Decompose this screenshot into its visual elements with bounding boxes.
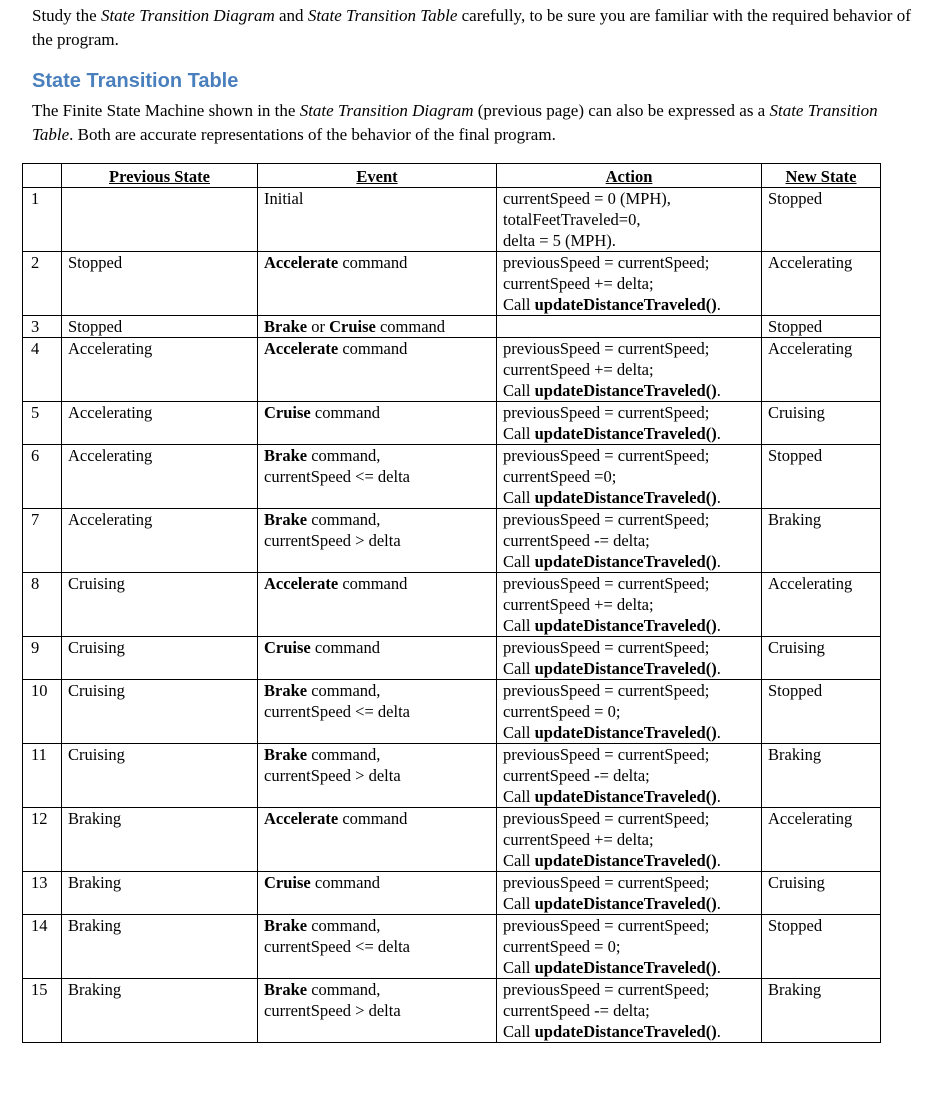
bold-text: Cruise [264, 638, 311, 657]
text-segment: command, [307, 745, 381, 764]
text-segment: command [310, 403, 380, 422]
text-segment: previousSpeed = currentSpeed; [503, 980, 710, 999]
text-segment: previousSpeed = currentSpeed; [503, 253, 710, 272]
table-header-row [23, 164, 881, 188]
text-segment: command [338, 574, 408, 593]
action-cell [497, 188, 762, 252]
text-segment: currentSpeed <= delta [264, 937, 410, 956]
action-cell-line [503, 915, 755, 936]
action-cell-line [503, 509, 755, 530]
text-segment: . [716, 723, 721, 742]
previous-state-cell: Accelerating [62, 402, 258, 445]
event-cell-line [264, 316, 490, 337]
text-segment: currentSpeed -= delta; [503, 531, 650, 550]
action-cell-line [503, 1021, 755, 1042]
bold-text: updateDistanceTraveled() [534, 1022, 717, 1041]
text-segment: Call [503, 958, 535, 977]
action-cell-line [503, 765, 755, 786]
event-cell [258, 338, 497, 402]
action-cell-line [503, 658, 755, 679]
action-cell-line [503, 786, 755, 807]
previous-state-cell: Cruising [62, 637, 258, 680]
text-segment: . [716, 488, 721, 507]
event-cell-line [264, 188, 490, 209]
event-cell-line [264, 573, 490, 594]
action-cell-line [503, 1000, 755, 1021]
action-cell-line [503, 402, 755, 423]
text-segment: command [310, 638, 380, 657]
text-segment: command, [307, 510, 381, 529]
action-cell-line [503, 273, 755, 294]
table-row [23, 188, 881, 252]
bold-text: Brake [264, 980, 308, 999]
action-cell-line [503, 744, 755, 765]
para-emphasis-diagram: State Transition Diagram [299, 101, 474, 120]
new-state-cell: Accelerating [762, 808, 881, 872]
text-segment: currentSpeed > delta [264, 766, 401, 785]
action-cell-line [503, 445, 755, 466]
text-segment: currentSpeed > delta [264, 531, 401, 550]
text-segment: . [716, 381, 721, 400]
bold-text: updateDistanceTraveled() [534, 295, 717, 314]
action-cell-line [503, 893, 755, 914]
text-segment: command, [307, 980, 381, 999]
action-cell-line [503, 979, 755, 1000]
bold-text: updateDistanceTraveled() [534, 552, 717, 571]
action-cell-line [503, 680, 755, 701]
header-new-state: New State [762, 164, 881, 188]
text-segment: currentSpeed = 0 (MPH), [503, 189, 671, 208]
text-segment: . [716, 958, 721, 977]
new-state-cell: Braking [762, 979, 881, 1043]
action-cell-line [503, 722, 755, 743]
table-row [23, 680, 881, 744]
bold-text: updateDistanceTraveled() [534, 424, 717, 443]
text-segment: command [310, 873, 380, 892]
bold-text: Accelerate [264, 339, 339, 358]
bold-text: Accelerate [264, 253, 339, 272]
intro-paragraph [32, 4, 912, 52]
bold-text: updateDistanceTraveled() [534, 851, 717, 870]
event-cell [258, 979, 497, 1043]
bold-text: Brake [264, 446, 308, 465]
new-state-cell: Stopped [762, 316, 881, 338]
state-transition-table [22, 163, 881, 1043]
event-cell-line [264, 509, 490, 530]
event-cell-line [264, 338, 490, 359]
table-row [23, 316, 881, 338]
text-segment: Call [503, 424, 535, 443]
text-segment: command, [307, 446, 381, 465]
table-row [23, 252, 881, 316]
row-number: 4 [23, 338, 62, 402]
event-cell [258, 402, 497, 445]
action-cell [497, 338, 762, 402]
bold-text: Cruise [264, 403, 311, 422]
bold-text: Accelerate [264, 809, 339, 828]
text-segment: previousSpeed = currentSpeed; [503, 681, 710, 700]
new-state-cell: Cruising [762, 402, 881, 445]
row-number: 2 [23, 252, 62, 316]
bold-text: updateDistanceTraveled() [534, 488, 717, 507]
action-cell-line [503, 957, 755, 978]
text-segment: command [338, 253, 408, 272]
table-row [23, 744, 881, 808]
action-cell-line [503, 252, 755, 273]
bold-text: Brake [264, 317, 308, 336]
row-number: 5 [23, 402, 62, 445]
event-cell-line [264, 872, 490, 893]
action-cell-line [503, 423, 755, 444]
event-cell-line [264, 680, 490, 701]
row-number: 14 [23, 915, 62, 979]
text-segment: previousSpeed = currentSpeed; [503, 510, 710, 529]
event-cell-line [264, 402, 490, 423]
event-cell-line [264, 445, 490, 466]
text-segment: currentSpeed <= delta [264, 467, 410, 486]
bold-text: Brake [264, 916, 308, 935]
previous-state-cell: Stopped [62, 316, 258, 338]
text-segment: Initial [264, 189, 304, 208]
row-number: 7 [23, 509, 62, 573]
bold-text: updateDistanceTraveled() [534, 894, 717, 913]
text-segment: currentSpeed += delta; [503, 595, 654, 614]
action-cell-line [503, 209, 755, 230]
action-cell [497, 316, 762, 338]
text-segment: delta = 5 (MPH). [503, 231, 616, 250]
event-cell-line [264, 252, 490, 273]
bold-text: updateDistanceTraveled() [534, 659, 717, 678]
bold-text: updateDistanceTraveled() [534, 381, 717, 400]
new-state-cell: Stopped [762, 445, 881, 509]
table-row [23, 338, 881, 402]
event-cell-line [264, 1000, 490, 1021]
text-segment: . [716, 424, 721, 443]
row-number: 11 [23, 744, 62, 808]
para-text-2: (previous page) can also be expressed as a [473, 101, 770, 120]
previous-state-cell: Braking [62, 979, 258, 1043]
action-cell [497, 680, 762, 744]
text-segment: . [716, 894, 721, 913]
action-cell-line [503, 380, 755, 401]
action-cell-line [503, 359, 755, 380]
previous-state-cell: Cruising [62, 744, 258, 808]
text-segment: . [716, 851, 721, 870]
new-state-cell: Stopped [762, 680, 881, 744]
table-row [23, 402, 881, 445]
previous-state-cell: Braking [62, 808, 258, 872]
text-segment: Call [503, 616, 535, 635]
text-segment: Call [503, 488, 535, 507]
intro-emphasis-diagram: State Transition Diagram [100, 6, 275, 25]
previous-state-cell: Cruising [62, 573, 258, 637]
table-row [23, 915, 881, 979]
event-cell-line [264, 530, 490, 551]
text-segment: Call [503, 659, 535, 678]
previous-state-cell: Braking [62, 872, 258, 915]
action-cell-line [503, 573, 755, 594]
header-event: Event [258, 164, 497, 188]
table-row [23, 808, 881, 872]
text-segment: command [338, 339, 408, 358]
table-row [23, 979, 881, 1043]
text-segment: . [716, 295, 721, 314]
event-cell-line [264, 915, 490, 936]
text-segment: previousSpeed = currentSpeed; [503, 446, 710, 465]
text-segment: currentSpeed -= delta; [503, 766, 650, 785]
action-cell-line [503, 530, 755, 551]
event-cell [258, 637, 497, 680]
table-row [23, 509, 881, 573]
row-number: 10 [23, 680, 62, 744]
action-cell-line [503, 850, 755, 871]
new-state-cell: Cruising [762, 637, 881, 680]
text-segment: previousSpeed = currentSpeed; [503, 574, 710, 593]
intro-text-1: Study the [32, 6, 101, 25]
bold-text: Brake [264, 745, 308, 764]
bold-text: Cruise [329, 317, 376, 336]
text-segment: previousSpeed = currentSpeed; [503, 638, 710, 657]
text-segment: Call [503, 851, 535, 870]
text-segment: currentSpeed += delta; [503, 274, 654, 293]
event-cell [258, 808, 497, 872]
action-cell [497, 573, 762, 637]
new-state-cell: Accelerating [762, 573, 881, 637]
text-segment: . [716, 616, 721, 635]
previous-state-cell: Accelerating [62, 445, 258, 509]
action-cell-line [503, 294, 755, 315]
text-segment: currentSpeed = 0; [503, 937, 621, 956]
text-segment: or [307, 317, 330, 336]
event-cell [258, 316, 497, 338]
new-state-cell: Braking [762, 744, 881, 808]
event-cell-line [264, 979, 490, 1000]
text-segment: currentSpeed += delta; [503, 360, 654, 379]
previous-state-cell: Stopped [62, 252, 258, 316]
row-number: 1 [23, 188, 62, 252]
action-cell [497, 744, 762, 808]
event-cell [258, 872, 497, 915]
intro-text-3: carefully, to be sure you are familiar with the required behavior of the program. [32, 6, 911, 49]
text-segment: command, [307, 681, 381, 700]
table-row [23, 445, 881, 509]
event-cell-line [264, 936, 490, 957]
text-segment: command [338, 809, 408, 828]
event-cell [258, 744, 497, 808]
text-segment: . [716, 659, 721, 678]
action-cell-line [503, 829, 755, 850]
action-cell-line [503, 637, 755, 658]
action-cell-line [503, 338, 755, 359]
action-cell [497, 979, 762, 1043]
bold-text: Accelerate [264, 574, 339, 593]
table-row [23, 637, 881, 680]
action-cell-line [503, 487, 755, 508]
action-cell [497, 808, 762, 872]
text-segment: previousSpeed = currentSpeed; [503, 403, 710, 422]
intro-text-2: and [274, 6, 308, 25]
section-heading: State Transition Table [32, 70, 239, 92]
action-cell-line [503, 230, 755, 251]
text-segment: . [716, 1022, 721, 1041]
previous-state-cell: Cruising [62, 680, 258, 744]
event-cell-line [264, 637, 490, 658]
previous-state-cell: Accelerating [62, 338, 258, 402]
text-segment: . [716, 787, 721, 806]
header-number [23, 164, 62, 188]
header-action: Action [497, 164, 762, 188]
event-cell-line [264, 808, 490, 829]
action-cell [497, 637, 762, 680]
bold-text: Cruise [264, 873, 311, 892]
table-body [23, 188, 881, 1043]
table-row [23, 872, 881, 915]
para-text-1: The Finite State Machine shown in the [32, 101, 300, 120]
previous-state-cell: Accelerating [62, 509, 258, 573]
new-state-cell: Stopped [762, 188, 881, 252]
new-state-cell: Braking [762, 509, 881, 573]
text-segment: . [716, 552, 721, 571]
action-cell [497, 509, 762, 573]
action-cell-line [503, 872, 755, 893]
text-segment: previousSpeed = currentSpeed; [503, 339, 710, 358]
text-segment: Call [503, 723, 535, 742]
event-cell [258, 252, 497, 316]
intro-emphasis-table: State Transition Table [307, 6, 458, 25]
text-segment: currentSpeed <= delta [264, 702, 410, 721]
new-state-cell: Accelerating [762, 338, 881, 402]
text-segment: currentSpeed = 0; [503, 702, 621, 721]
row-number: 3 [23, 316, 62, 338]
text-segment: previousSpeed = currentSpeed; [503, 809, 710, 828]
row-number: 8 [23, 573, 62, 637]
row-number: 15 [23, 979, 62, 1043]
event-cell-line [264, 744, 490, 765]
text-segment: command [375, 317, 446, 336]
event-cell [258, 915, 497, 979]
action-cell [497, 445, 762, 509]
text-segment: command, [307, 916, 381, 935]
table-row [23, 573, 881, 637]
bold-text: updateDistanceTraveled() [534, 958, 717, 977]
event-cell-line [264, 765, 490, 786]
action-cell [497, 915, 762, 979]
action-cell-line [503, 936, 755, 957]
bold-text: Brake [264, 681, 308, 700]
new-state-cell: Cruising [762, 872, 881, 915]
previous-state-cell [62, 188, 258, 252]
text-segment: currentSpeed -= delta; [503, 1001, 650, 1020]
event-cell [258, 680, 497, 744]
bold-text: updateDistanceTraveled() [534, 723, 717, 742]
text-segment: currentSpeed += delta; [503, 830, 654, 849]
row-number: 6 [23, 445, 62, 509]
text-segment: Call [503, 552, 535, 571]
text-segment: previousSpeed = currentSpeed; [503, 916, 710, 935]
action-cell-line [503, 808, 755, 829]
action-cell-line [503, 615, 755, 636]
text-segment: totalFeetTraveled=0, [503, 210, 641, 229]
bold-text: Brake [264, 510, 308, 529]
action-cell-line [503, 466, 755, 487]
text-segment: Call [503, 295, 535, 314]
description-paragraph [32, 99, 912, 147]
text-segment: previousSpeed = currentSpeed; [503, 745, 710, 764]
text-segment: previousSpeed = currentSpeed; [503, 873, 710, 892]
action-cell-line [503, 594, 755, 615]
bold-text: updateDistanceTraveled() [534, 616, 717, 635]
new-state-cell: Stopped [762, 915, 881, 979]
event-cell [258, 573, 497, 637]
text-segment: currentSpeed =0; [503, 467, 617, 486]
header-previous-state: Previous State [62, 164, 258, 188]
action-cell-line [503, 188, 755, 209]
para-emphasis-table: State Transition Table [32, 101, 878, 144]
row-number: 13 [23, 872, 62, 915]
bold-text: updateDistanceTraveled() [534, 787, 717, 806]
text-segment: Call [503, 787, 535, 806]
row-number: 12 [23, 808, 62, 872]
text-segment: Call [503, 381, 535, 400]
row-number: 9 [23, 637, 62, 680]
action-cell [497, 402, 762, 445]
text-segment: currentSpeed > delta [264, 1001, 401, 1020]
action-cell [497, 252, 762, 316]
action-cell-line [503, 551, 755, 572]
para-text-3: . Both are accurate representations of the behavior of the final program. [69, 125, 556, 144]
new-state-cell: Accelerating [762, 252, 881, 316]
event-cell-line [264, 701, 490, 722]
text-segment: Call [503, 1022, 535, 1041]
action-cell [497, 872, 762, 915]
event-cell [258, 445, 497, 509]
previous-state-cell: Braking [62, 915, 258, 979]
event-cell [258, 509, 497, 573]
event-cell-line [264, 466, 490, 487]
event-cell [258, 188, 497, 252]
action-cell-line [503, 701, 755, 722]
text-segment: Call [503, 894, 535, 913]
